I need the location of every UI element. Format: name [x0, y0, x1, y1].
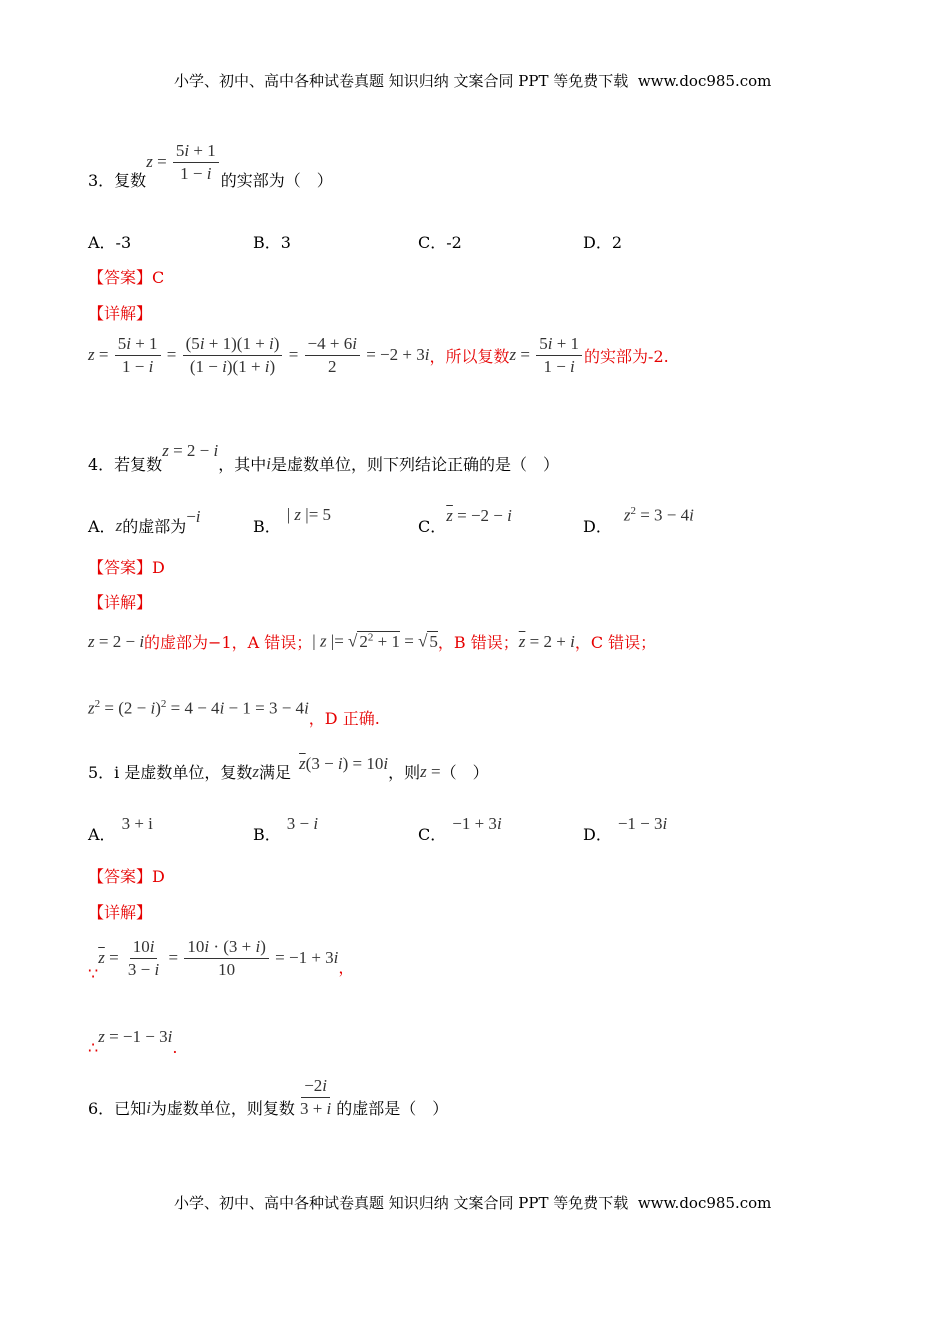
- q3-answer-label: 【答案】: [88, 268, 153, 287]
- q4-i-symbol: i: [266, 453, 271, 473]
- q3-option-d: D．2: [583, 233, 623, 252]
- q3-solution-formula-2: z = $\frac{5i + 1}{1 - i}$: [509, 334, 584, 378]
- q5-solution-line-2: [88, 1016, 177, 1057]
- footer-url: www.doc985.com: [637, 1194, 772, 1212]
- question-4: [88, 432, 559, 475]
- page-footer: [174, 1192, 771, 1213]
- footer-text: 小学、初中、高中各种试卷真题 知识归纳 文案合同 PPT 等免费下载: [174, 1194, 629, 1212]
- q5-option-c-formula: −1 + 3i: [452, 813, 502, 833]
- q6-i-symbol: i: [146, 1097, 151, 1117]
- q5-sol-period: .: [172, 1038, 178, 1057]
- q4-sol-formula-3: $\overline{z} = 2 + i$: [518, 631, 575, 651]
- q4-option-b-label: B．: [253, 517, 281, 536]
- q4-sol-text-4: ，D 正确.: [308, 709, 380, 728]
- q3-formula: z = $\frac{5i + 1}{1 - i}$: [146, 141, 221, 185]
- q4-sol-formula-4: $z^2 = (2 - i)^2 = 4 - 4i - 1 = 3 - 4i$: [88, 698, 309, 718]
- q4-option-a-text: 的虚部为: [122, 517, 187, 536]
- q4-option-a-formula: −i: [186, 506, 201, 526]
- q3-number: 3．复数: [88, 171, 147, 190]
- q4-sol-text-3: ，C 错误；: [574, 633, 657, 652]
- q5-sol-formula-1: $\overline{z}$ = $\frac{10i}{3 - i}$ = $\frac{10i \cdot (3 + i)}{10}$ = −1 + 3i: [98, 936, 339, 979]
- q5-option-d: [583, 802, 667, 845]
- question-5: [88, 744, 489, 783]
- q3-detail-label: 【详解】: [88, 304, 153, 323]
- q3-option-c: C．-2: [418, 233, 462, 252]
- q5-option-d-formula: −1 − 3i: [617, 813, 668, 833]
- q4-option-c-label: C．: [418, 517, 447, 536]
- q6-mid: 为虚数单位，则复数: [150, 1099, 295, 1119]
- because-symbol: ∵: [88, 964, 99, 983]
- q5-tail: ，则: [388, 763, 421, 782]
- q5-option-b: [253, 802, 318, 845]
- q3-solution: [88, 334, 669, 378]
- q5-sol-formula-2: z = −1 − 3i: [98, 1026, 173, 1046]
- q4-sol-text-1: 的虚部为−1，A 错误；: [144, 633, 313, 652]
- q5-formula: $\overline{z}(3 - i) = 10i$: [299, 753, 389, 773]
- q4-option-b-formula: | z |= 5: [286, 504, 332, 524]
- q4-option-c-formula: $\overline{z} = -2 - i$: [446, 505, 512, 525]
- q4-option-b: [253, 492, 331, 537]
- q4-answer: [88, 555, 165, 578]
- q4-tail: 是虚数单位，则下列结论正确的是（ ）: [270, 455, 559, 474]
- header-url: www.doc985.com: [637, 72, 772, 90]
- question-6: [88, 1076, 448, 1120]
- q3-tail: 的实部为（ ）: [220, 171, 333, 190]
- q6-number: 6．已知: [88, 1099, 147, 1119]
- q4-option-c: [418, 494, 512, 537]
- q4-solution-line-2: [88, 688, 380, 729]
- q3-answer: [88, 265, 164, 288]
- q5-answer-value: D: [152, 867, 165, 886]
- q5-option-c: [418, 802, 502, 845]
- q5-solution-line-1: [88, 934, 354, 983]
- q4-option-a: [88, 496, 201, 537]
- q5-option-a-formula: 3 + i: [121, 813, 153, 833]
- q4-option-a-label: A．: [88, 517, 116, 536]
- q5-mid: 满足: [259, 763, 292, 782]
- q3-solution-tail: 的实部为-2.: [584, 347, 669, 367]
- q4-sol-formula-1: z = 2 − i: [88, 631, 145, 651]
- q5-sol-comma: ，: [338, 958, 355, 977]
- q4-answer-value: D: [152, 558, 165, 577]
- page-header: [174, 70, 771, 91]
- therefore-symbol: ∴: [88, 1038, 99, 1057]
- q4-option-d-label: D．: [583, 517, 612, 536]
- q4-number: 4．若复数: [88, 455, 163, 474]
- q5-answer: [88, 864, 165, 887]
- q3-solution-text: ，所以复数: [429, 347, 510, 367]
- q5-option-a-label: A．: [88, 825, 116, 844]
- q5-detail-label: 【详解】: [88, 903, 153, 922]
- q5-option-a: [88, 802, 153, 845]
- q5-number: 5．i 是虚数单位，复数: [88, 763, 253, 782]
- q3-solution-formula: z = $\frac{5i + 1}{1 - i}$ = $\frac{(5i + 1)(1 + i)}{(1 - i)(1 + i)}$ = $\frac{-4 + 6i}{2}$ = −2 + 3i: [88, 334, 430, 377]
- q5-paren: （ ）: [440, 763, 489, 782]
- q5-option-d-label: D．: [583, 825, 612, 844]
- q4-formula: z = 2 − i: [162, 440, 219, 460]
- q4-solution-line-1: [88, 630, 656, 653]
- q4-option-a-z: z: [115, 515, 123, 535]
- q4-sol-formula-2: | z |= √ $2^2 + 1$ = √ 5: [312, 631, 438, 651]
- q6-tail: 的虚部是（ ）: [336, 1099, 449, 1119]
- q4-detail-label: 【详解】: [88, 593, 153, 612]
- header-text: 小学、初中、高中各种试卷真题 知识归纳 文案合同 PPT 等免费下载: [174, 72, 629, 90]
- q5-option-b-formula: 3 − i: [286, 813, 319, 833]
- q4-mid: ，其中: [218, 455, 267, 474]
- q3-answer-value: C: [152, 268, 165, 287]
- q6-formula: $\frac{-2i}{3 + i}$: [299, 1076, 332, 1119]
- q3-option-b: B．3: [253, 233, 291, 252]
- q4-answer-label: 【答案】: [88, 558, 153, 577]
- q5-option-c-label: C．: [418, 825, 447, 844]
- q4-option-d-formula: $z^2 = 3 - 4i$: [623, 505, 694, 525]
- q5-answer-label: 【答案】: [88, 867, 153, 886]
- q5-z-symbol: z: [252, 761, 260, 781]
- q3-option-a: A．-3: [88, 233, 132, 252]
- q4-option-d: [583, 494, 694, 537]
- q4-sol-text-2: ，B 错误；: [437, 633, 519, 652]
- q5-option-b-label: B．: [253, 825, 281, 844]
- q5-formula-2: z =: [420, 761, 441, 781]
- question-3: [88, 140, 333, 191]
